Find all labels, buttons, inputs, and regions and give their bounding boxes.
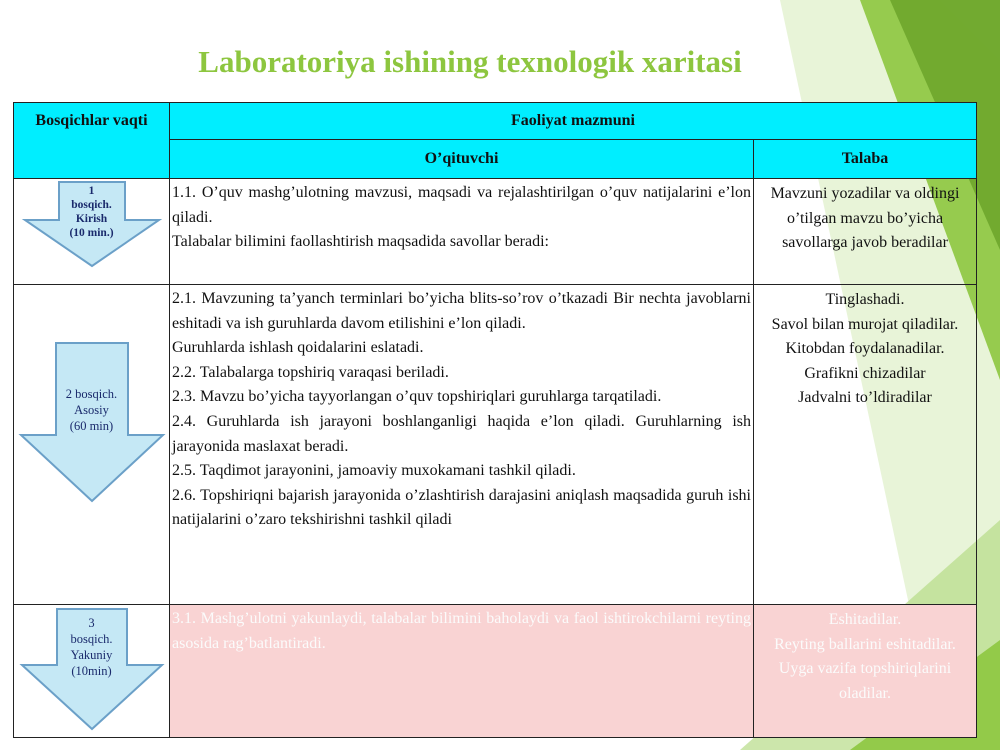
header-stages-time: Bosqichlar vaqti (14, 103, 170, 179)
stage-3-line-3: Yakuniy (70, 648, 113, 662)
page-title: Laboratoriya ishining texnologik xaritasi (198, 44, 742, 79)
teacher-2-line-7: 2.6. Topshiriqni bajarish jarayonida o’zlashtirish darajasini aniqlash maqsadida guruh ishi natijalarini o’zaro tekshirishni tashkil qiladi (172, 486, 751, 529)
teacher-2-line-5: 2.4. Guruhlarda ish jarayoni boshlanganligi haqida e’lon qiladi. Guruhlarning ish jarayonida maslaxat beradi. (172, 412, 751, 455)
stage-1-line-1: 1 (88, 185, 95, 197)
stage-1-line-4: (10 min.) (69, 227, 114, 239)
student-1-line-1: Mavzuni yozadilar va oldingi o’tilgan mavzu bo’yicha savollarga javob beradilar (770, 185, 960, 252)
stage-cell-3 (14, 605, 170, 738)
header-activity-content: Faoliyat mazmuni (170, 103, 977, 140)
teacher-cell-2 (170, 285, 754, 605)
teacher-cell-1 (170, 179, 754, 285)
teacher-2-line-2: Guruhlarda ishlash qoidalarini eslatadi. (172, 339, 424, 357)
stage-2-line-2: Asosiy (74, 403, 109, 417)
student-cell-1 (754, 179, 977, 285)
table-row (14, 179, 977, 285)
teacher-1-line-1: 1.1. O’quv mashg’ulotning mavzusi, maqsadi va rejalashtirilgan o’quv natijalarini e’lon qiladi. (172, 184, 751, 226)
table-row (14, 285, 977, 605)
stage-1-line-2: bosqich. (71, 199, 112, 211)
stage-3-line-4: (10min) (71, 664, 112, 678)
stage-1-line-3: Kirish (75, 213, 108, 225)
teacher-2-line-3: 2.2. Talabalarga topshiriq varaqasi beriladi. (172, 363, 449, 381)
student-2-line-1: Tinglashadi. (825, 291, 905, 308)
teacher-cell-3 (170, 605, 754, 738)
student-3-line-1: Eshitadilar. (828, 611, 902, 628)
stage-cell-1 (14, 179, 170, 285)
student-2-line-4: Grafikni chizadilar (804, 364, 926, 382)
teacher-2-line-1: 2.1. Mavzuning ta’yanch terminlari bo’yicha blits-so’rov o’tkazadi Bir nechta javoblarni eshitadi va ish guruhlarda davom etilishini e’lon qiladi. (172, 290, 751, 332)
header-teacher: O’qituvchi (170, 140, 754, 179)
teacher-2-line-6: 2.5. Taqdimot jarayonini, jamoaviy muxokamani tashkil qiladi. (172, 462, 576, 480)
table-row (14, 605, 977, 738)
teacher-3-line-1: 3.1. Mashg’ulotni yakunlaydi, talabalar bilimini baholaydi va faol ishtirokchilarni reyting asosida rag’batlantiradi. (172, 610, 751, 652)
student-cell-3 (754, 605, 977, 738)
header-student: Talaba (754, 140, 977, 179)
stage-3-line-1: 3 (88, 616, 95, 630)
student-2-line-2: Savol bilan murojat qiladilar. (771, 315, 959, 333)
stage-2-line-1: 2 bosqich. (65, 387, 118, 401)
teacher-1-line-2: Talabalar bilimini faollashtirish maqsadida savollar beradi: (172, 233, 549, 251)
student-2-line-5: Jadvalni to’ldiradilar (798, 389, 932, 407)
stage-3-line-2: bosqich. (70, 632, 113, 646)
student-cell-2 (754, 285, 977, 605)
student-2-line-3: Kitobdan foydalanadilar. (785, 340, 945, 358)
stage-cell-2 (14, 285, 170, 605)
stage-2-line-3: (60 min) (69, 419, 114, 433)
technology-map-table (13, 102, 977, 738)
teacher-2-line-4: 2.3. Mavzu bo’yicha tayyorlangan o’quv topshiriqlari guruhlarga tarqatiladi. (172, 388, 662, 406)
student-3-line-2: Reyting ballarini eshitadilar. Uyga vazifa topshiriqlarini oladilar. (774, 635, 956, 702)
